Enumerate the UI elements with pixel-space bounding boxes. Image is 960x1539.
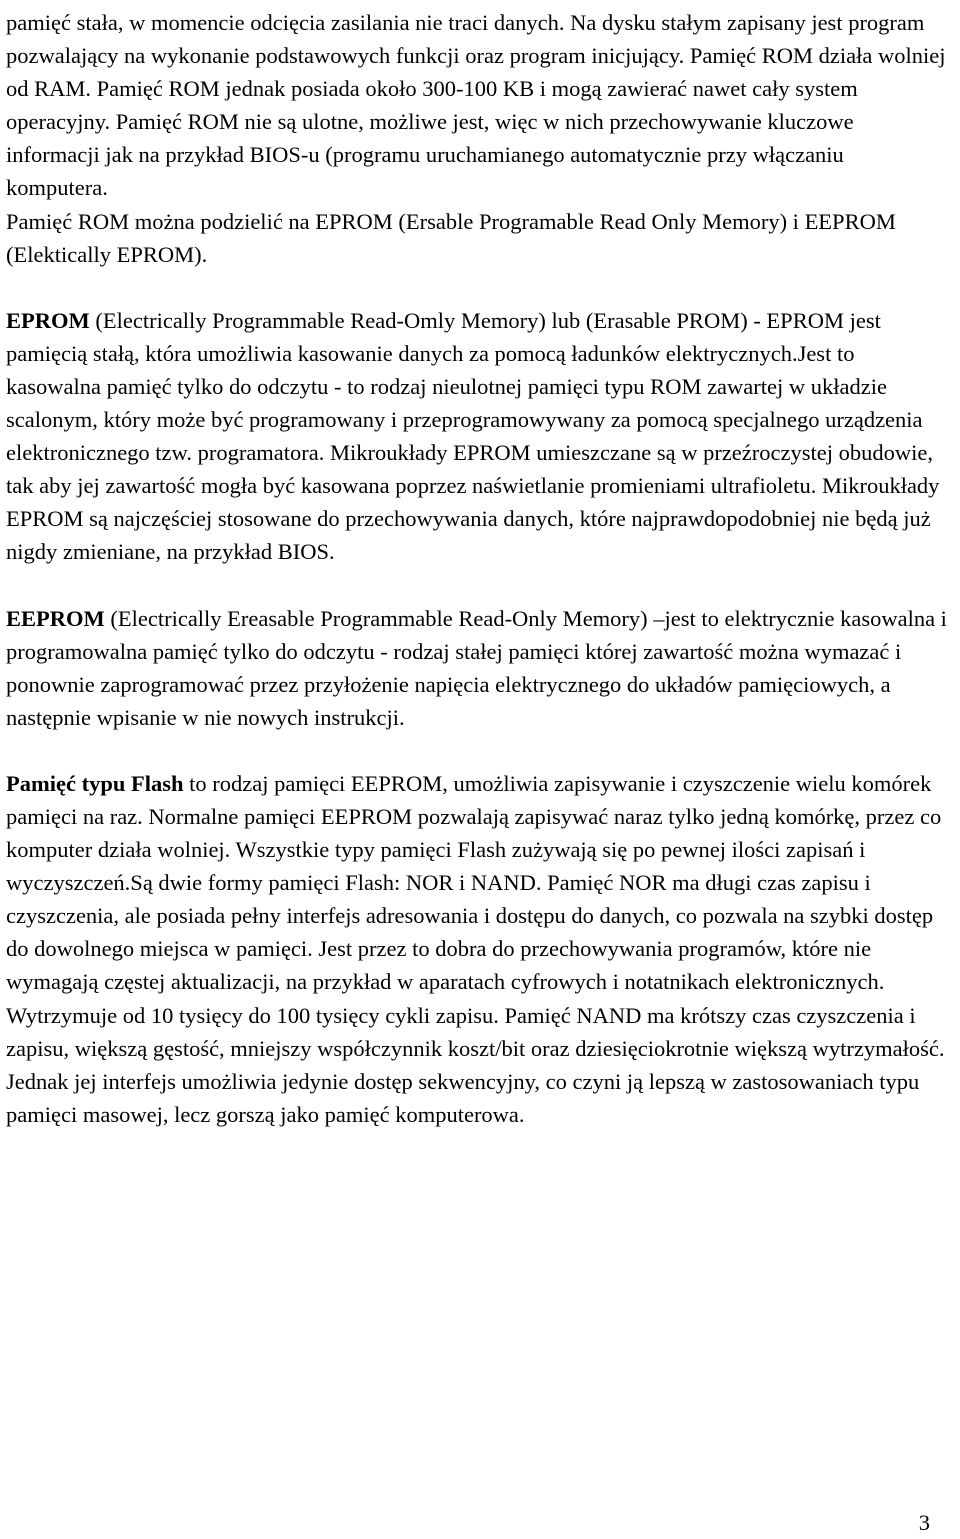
flash-term: Pamięć typu Flash — [6, 770, 184, 796]
flash-text: to rodzaj pamięci EEPROM, umożliwia zapisywanie i czyszczenie wielu komórek pamięci na raz. Normalne pamięci EEPROM pozwalają zapisywać naraz tylko jedną komórkę, przez co komputer działa wolniej. Wszystkie typy pamięci Flash zużywają się po pewnej ilości zapisań i wyczyszczeń.Są dwie formy pamięci Flash: NOR i NAND. Pamięć NOR ma długi czas zapisu i czyszczenia, ale posiada pełny interfejs adresowania i dostępu do danych, co pozwala na szybki dostęp do dowolnego miejsca w pamięci. Jest przez to dobra do przechowywania programów, które nie wymagają częstej aktualizacji, na przykład w aparatach cyfrowych i notatnikach elektronicznych. Wytrzymuje od 10 tysięcy do 100 tysięcy cykli zapisu. Pamięć NAND ma krótszy czas czyszczenia i zapisu, większą gęstość, mniejszy współczynnik koszt/bit oraz dziesięciokrotnie większą wytrzymałość. Jednak jej interfejs umożliwia jedynie dostęp sekwencyjny, co czyni ją lepszą w zastosowaniach typu pamięci masowej, lecz gorszą jako pamięć komputerowa. — [6, 770, 945, 1127]
eprom-term: EPROM — [6, 307, 90, 333]
rom-paragraph: pamięć stała, w momencie odcięcia zasilania nie traci danych. Na dysku stałym zapisany jest program pozwalający na wykonanie podstawowych funkcji oraz program inicjujący. Pamięć ROM działa wolniej od RAM. Pamięć ROM jednak posiada około 300-100 KB i mogą zawierać nawet cały system operacyjny. Pamięć ROM nie są ulotne, możliwe jest, więc w nich przechowywanie kluczowe informacji jak na przykład BIOS-u (programu uruchamianego automatycznie przy włączaniu komputera. — [6, 10, 946, 201]
page-number: 3 — [918, 1510, 930, 1535]
eeprom-term: EEPROM — [6, 605, 105, 631]
rom-division-paragraph: Pamięć ROM można podzielić na EPROM (Ersable Programable Read Only Memory) i EEPROM (Elektically EPROM). — [6, 208, 896, 267]
eprom-text: (Electrically Programmable Read-Omly Memory) lub (Erasable PROM) - EPROM jest pamięcią stałą, która umożliwia kasowanie danych za pomocą ładunków elektrycznych.Jest to kasowalna pamięć tylko do odczytu - to rodzaj nieulotnej pamięci typu ROM zawartej w układzie scalonym, który może być programowany i przeprogramowywany za pomocą specjalnego urządzenia elektronicznego tzw. programatora. Mikroukłady EPROM umieszczane są w przeźroczystej obudowie, tak aby jej zawartość mogła być kasowana poprzez naświetlanie promieniami ultrafioletu. Mikroukłady EPROM są najczęściej stosowane do przechowywania danych, które najprawdopodobniej nie będą już nigdy zmieniane, na przykład BIOS. — [6, 307, 940, 565]
eeprom-text: (Electrically Ereasable Programmable Read-Only Memory) –jest to elektrycznie kasowalna i programowalna pamięć tylko do odczytu - rodzaj stałej pamięci której zawartość można wymazać i ponownie zaprogramować przez przyłożenie napięcia elektrycznego do układów pamięciowych, a następnie wpisanie w nie nowych instrukcji. — [6, 605, 947, 730]
flash-paragraph — [6, 767, 948, 1131]
rom-section — [6, 6, 948, 271]
eeprom-paragraph — [6, 602, 948, 734]
eprom-paragraph — [6, 304, 948, 569]
